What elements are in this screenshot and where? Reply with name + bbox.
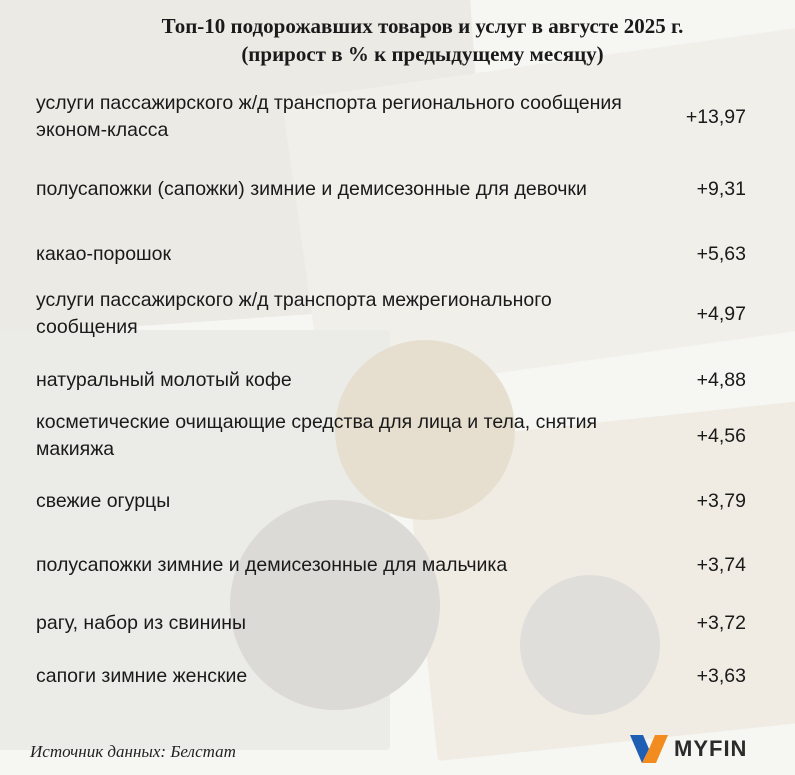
item-label: какао-порошок bbox=[36, 242, 172, 265]
item-label: свежие огурцы bbox=[36, 489, 171, 512]
item-value: +4,97 bbox=[696, 302, 746, 325]
table-row bbox=[36, 236, 746, 272]
item-label: полусапожки (сапожки) зимние и демисезонные для девочки bbox=[36, 177, 587, 200]
item-value: +3,63 bbox=[696, 664, 746, 687]
myfin-v-icon bbox=[630, 735, 668, 763]
item-value: +3,74 bbox=[696, 553, 746, 576]
myfin-logo bbox=[630, 735, 747, 763]
item-label: сапоги зимние женские bbox=[36, 664, 248, 687]
item-label: полусапожки зимние и демисезонные для мальчика bbox=[36, 553, 508, 576]
table-row bbox=[36, 362, 746, 398]
table-row bbox=[36, 605, 746, 641]
chart-subtitle: (прирост в % к предыдущему месяцу) bbox=[241, 42, 604, 66]
chart-title-block bbox=[0, 12, 795, 68]
item-value: +13,97 bbox=[685, 105, 746, 128]
item-value: +9,31 bbox=[696, 177, 746, 200]
table-row bbox=[36, 90, 746, 144]
item-value: +4,88 bbox=[696, 368, 746, 391]
table-row bbox=[36, 547, 746, 583]
table-row bbox=[36, 409, 746, 463]
item-value: +3,72 bbox=[696, 611, 746, 634]
item-label: услуги пассажирского ж/д транспорта межрегионального сообщения bbox=[36, 289, 552, 338]
item-label: косметические очищающие средства для лица и тела, снятия макияжа bbox=[36, 411, 598, 460]
logo-text: MYFIN bbox=[674, 736, 748, 761]
item-value: +3,79 bbox=[696, 489, 746, 512]
item-label: рагу, набор из свинины bbox=[36, 611, 247, 634]
source-note: Источник данных: Белстат bbox=[30, 742, 236, 761]
table-row bbox=[36, 162, 746, 216]
table-row bbox=[36, 658, 746, 694]
item-value: +4,56 bbox=[696, 424, 746, 447]
table-row bbox=[36, 483, 746, 519]
item-label: натуральный молотый кофе bbox=[36, 368, 292, 391]
item-value: +5,63 bbox=[696, 242, 746, 265]
item-label: услуги пассажирского ж/д транспорта регионального сообщения эконом-класса bbox=[36, 92, 622, 141]
chart-title: Топ-10 подорожавших товаров и услуг в августе 2025 г. bbox=[161, 14, 684, 38]
table-row bbox=[36, 287, 746, 341]
